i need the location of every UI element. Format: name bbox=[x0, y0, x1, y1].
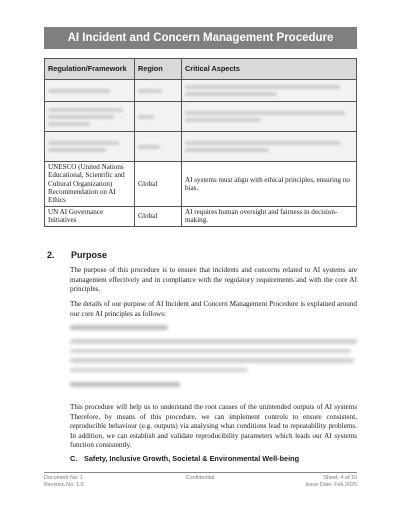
header-region: Region bbox=[135, 59, 182, 80]
document-number: Document No: 1 bbox=[44, 475, 83, 481]
issue-date: Issue Date: Feb 2025 bbox=[305, 482, 357, 489]
blurred-cell bbox=[135, 132, 182, 162]
revision-number: Revision No: 1.0 bbox=[44, 482, 84, 489]
table-row-blurred bbox=[45, 80, 357, 102]
table-row-blurred bbox=[45, 102, 357, 132]
region-cell: Global bbox=[135, 206, 182, 226]
framework-cell: UN AI Governance Initiatives bbox=[45, 206, 135, 226]
blurred-subheading bbox=[70, 382, 180, 387]
subsection-letter: C. bbox=[70, 454, 78, 463]
footer-right bbox=[305, 475, 357, 490]
sheet-number: Sheet: 4 of 16 bbox=[323, 475, 357, 481]
blurred-cell bbox=[135, 102, 182, 132]
purpose-paragraph: The purpose of this procedure is to ensure that incidents and concerns related to AI systems are management effectively and in compliance with the regulatory requirements and with the core AI principles. bbox=[70, 266, 357, 293]
blurred-cell bbox=[45, 80, 135, 102]
footer-divider bbox=[44, 472, 357, 473]
regulation-table bbox=[44, 58, 357, 227]
table-row bbox=[45, 162, 357, 207]
aspects-cell: AI systems must align with ethical principles, ensuring no bias. bbox=[182, 162, 357, 207]
table-row bbox=[45, 206, 357, 226]
blurred-paragraph bbox=[70, 339, 357, 377]
footer-classification: Confidential bbox=[185, 475, 215, 481]
section-title: Purpose bbox=[71, 250, 108, 260]
document-title: AI Incident and Concern Management Procedure bbox=[44, 27, 357, 49]
details-paragraph: The details of our purpose of AI Incident and Concern Management Procedure is explained around our core AI principles as follows: bbox=[70, 300, 357, 318]
blurred-cell bbox=[45, 132, 135, 162]
blurred-cell bbox=[135, 80, 182, 102]
root-cause-paragraph: This procedure will help us to understand the root causes of the unintended outputs of AI systems Therefore, by means of this procedure, we can implement controls to ensure consistent, reproducible behaviour (e.g. outputs) via analysing what conditions lead to repeatability problems. In addition, we can establish and validate reproducibility parameters which leads our AI systems function consistently. bbox=[70, 403, 357, 449]
framework-cell: UNESCO (United Nations Educational, Scientific and Cultural Organization) Recommendation on AI Ethics bbox=[45, 162, 135, 207]
blurred-cell bbox=[182, 80, 357, 102]
table-row-blurred bbox=[45, 132, 357, 162]
table-header-row bbox=[45, 59, 357, 80]
blurred-cell bbox=[45, 102, 135, 132]
blurred-cell bbox=[182, 132, 357, 162]
region-cell: Global bbox=[135, 162, 182, 207]
blurred-subheading bbox=[70, 325, 168, 330]
header-framework: Regulation/Framework bbox=[45, 59, 135, 80]
aspects-cell: AI requires human oversight and fairness in decision-making. bbox=[182, 206, 357, 226]
header-critical-aspects: Critical Aspects bbox=[182, 59, 357, 80]
section-heading bbox=[47, 250, 107, 260]
blurred-cell bbox=[182, 102, 357, 132]
subsection-title: Safety, Inclusive Growth, Societal & Environmental Well-being bbox=[84, 454, 300, 463]
section-number: 2. bbox=[47, 250, 55, 260]
subsection-heading bbox=[70, 454, 299, 463]
